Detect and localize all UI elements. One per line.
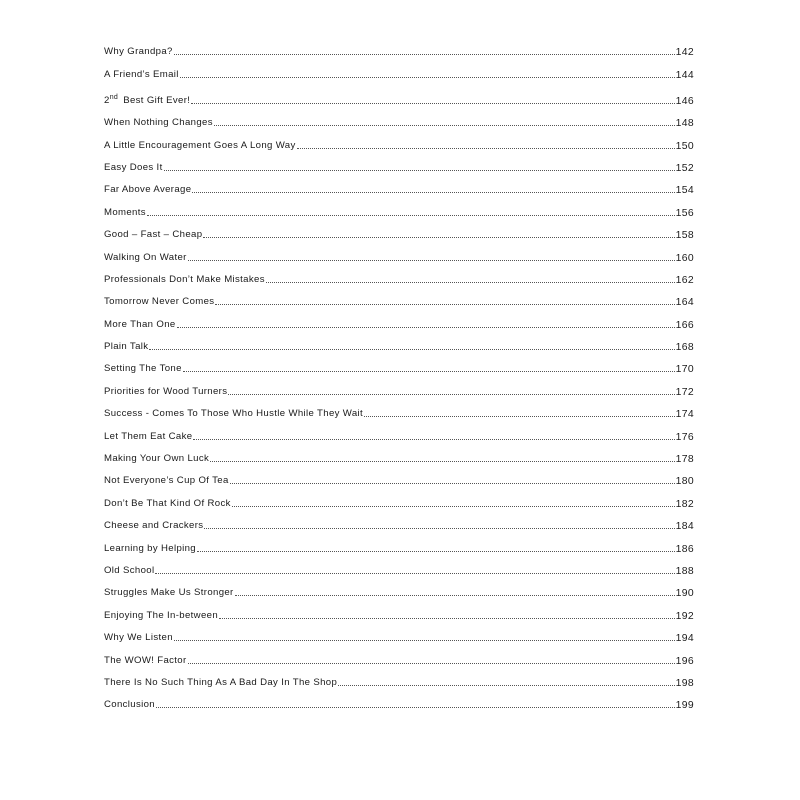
toc-page-number: 190 [675,588,694,600]
toc-entry[interactable] [104,689,694,711]
toc-page-number: 152 [675,162,694,174]
toc-entry-title: There Is No Such Thing As A Bad Day In The Shop [104,676,338,688]
toc-entry-title [104,94,190,107]
toc-title-text: Best Gift Ever! [120,94,191,106]
toc-page-number: 144 [675,69,694,81]
toc-dot-leader [149,349,674,350]
toc-page-number: 148 [675,118,694,130]
toc-dot-leader [155,573,674,574]
toc-entry-title: Far Above Average [104,184,192,196]
toc-page-number: 176 [675,431,694,443]
toc-page-number: 170 [675,364,694,376]
toc-entry[interactable] [104,487,694,509]
toc-page-number: 198 [675,677,694,689]
toc-entry-title: Don’t Be That Kind Of Rock [104,497,231,509]
toc-page-number: 172 [675,386,694,398]
toc-entry[interactable] [104,152,694,174]
toc-page-number: 186 [675,543,694,555]
toc-entry-title: Old School [104,564,155,576]
toc-entry-title: Plain Talk [104,341,149,353]
toc-page-number: 168 [675,342,694,354]
toc-entry[interactable] [104,532,694,554]
toc-page-number: 142 [675,47,694,59]
toc-entry[interactable] [104,465,694,487]
toc-entry[interactable] [104,81,694,107]
table-of-contents [104,36,694,711]
toc-entry[interactable] [104,510,694,532]
toc-page-number: 158 [675,230,694,242]
toc-dot-leader [230,483,675,484]
toc-entry-title: When Nothing Changes [104,117,213,129]
toc-dot-leader [188,663,675,664]
toc-entry[interactable] [104,331,694,353]
toc-dot-leader [215,304,674,305]
toc-entry[interactable] [104,36,694,58]
toc-page-number: 184 [675,521,694,533]
toc-page-number: 180 [675,476,694,488]
toc-dot-leader [228,394,674,395]
toc-page-number: 166 [675,319,694,331]
toc-entry-title: Setting The Tone [104,363,182,375]
toc-entry-title: The WOW! Factor [104,654,187,666]
toc-entry[interactable] [104,264,694,286]
toc-entry[interactable] [104,129,694,151]
toc-page-number: 154 [675,185,694,197]
toc-page-number: 160 [675,252,694,264]
toc-dot-leader [210,461,674,462]
toc-dot-leader [364,416,675,417]
toc-entry[interactable] [104,599,694,621]
toc-dot-leader [297,148,675,149]
toc-dot-leader [177,327,675,328]
toc-dot-leader [219,618,675,619]
toc-entry[interactable] [104,219,694,241]
toc-entry-title: More Than One [104,318,176,330]
toc-entry-title: Struggles Make Us Stronger [104,587,234,599]
toc-page-number: 164 [675,297,694,309]
toc-entry[interactable] [104,308,694,330]
toc-entry[interactable] [104,58,694,80]
toc-entry-title: Conclusion [104,699,155,711]
toc-entry-title: Not Everyone’s Cup Of Tea [104,475,229,487]
toc-entry-title: Tomorrow Never Comes [104,296,215,308]
toc-title-ordinal-suffix: nd [109,93,119,101]
toc-dot-leader [197,551,675,552]
toc-page-number: 199 [675,700,694,712]
toc-dot-leader [180,77,675,78]
toc-entry[interactable] [104,241,694,263]
toc-entry-title: Easy Does It [104,161,163,173]
toc-entry[interactable] [104,667,694,689]
toc-entry[interactable] [104,420,694,442]
toc-page-number: 174 [675,409,694,421]
toc-page-number: 182 [675,498,694,510]
toc-entry-title: A Friend’s Email [104,68,179,80]
toc-page-number: 188 [675,565,694,577]
toc-page-number: 162 [675,274,694,286]
toc-dot-leader [183,371,675,372]
toc-entry-title: Success - Comes To Those Who Hustle While They Wait [104,408,364,420]
toc-dot-leader [193,439,674,440]
toc-title-ordinal: 2 [104,94,110,106]
toc-dot-leader [192,192,674,193]
toc-entry[interactable] [104,286,694,308]
toc-entry[interactable] [104,577,694,599]
toc-dot-leader [214,125,675,126]
toc-dot-leader [338,685,674,686]
toc-entry-title: Making Your Own Luck [104,453,210,465]
toc-dot-leader [203,237,674,238]
toc-page-number: 178 [675,454,694,466]
toc-dot-leader [232,506,675,507]
toc-entry[interactable] [104,622,694,644]
toc-entry[interactable] [104,196,694,218]
toc-dot-leader [204,528,674,529]
toc-dot-leader [191,103,674,104]
toc-dot-leader [164,170,675,171]
toc-dot-leader [174,640,675,641]
toc-entry-title: Moments [104,206,146,218]
toc-entry-title: Good – Fast – Cheap [104,229,203,241]
toc-dot-leader [266,282,675,283]
toc-page-number: 156 [675,207,694,219]
toc-entry[interactable] [104,644,694,666]
toc-entry[interactable] [104,555,694,577]
toc-page-number: 146 [675,95,694,107]
toc-entry[interactable] [104,353,694,375]
toc-dot-leader [235,595,675,596]
toc-page-number: 150 [675,140,694,152]
toc-entry[interactable] [104,174,694,196]
toc-dot-leader [174,54,675,55]
toc-entry-title: Let Them Eat Cake [104,430,193,442]
toc-entry[interactable] [104,375,694,397]
toc-entry-title: A Little Encouragement Goes A Long Way [104,139,296,151]
toc-entry-title: Walking On Water [104,251,187,263]
toc-page-number: 194 [675,633,694,645]
toc-entry-title: Enjoying The In-between [104,609,219,621]
toc-dot-leader [188,260,675,261]
toc-entry-title: Learning by Helping [104,542,196,554]
toc-entry[interactable] [104,107,694,129]
toc-entry-title: Priorities for Wood Turners [104,385,228,397]
toc-entry[interactable] [104,398,694,420]
toc-entry-title: Professionals Don’t Make Mistakes [104,273,265,285]
toc-entry-title: Why Grandpa? [104,46,173,58]
toc-dot-leader [147,215,675,216]
toc-entry-title: Cheese and Crackers [104,520,204,532]
toc-entry-title: Why We Listen [104,632,173,644]
toc-entry[interactable] [104,443,694,465]
toc-page-number: 192 [675,610,694,622]
toc-page-number: 196 [675,655,694,667]
toc-dot-leader [156,707,675,708]
